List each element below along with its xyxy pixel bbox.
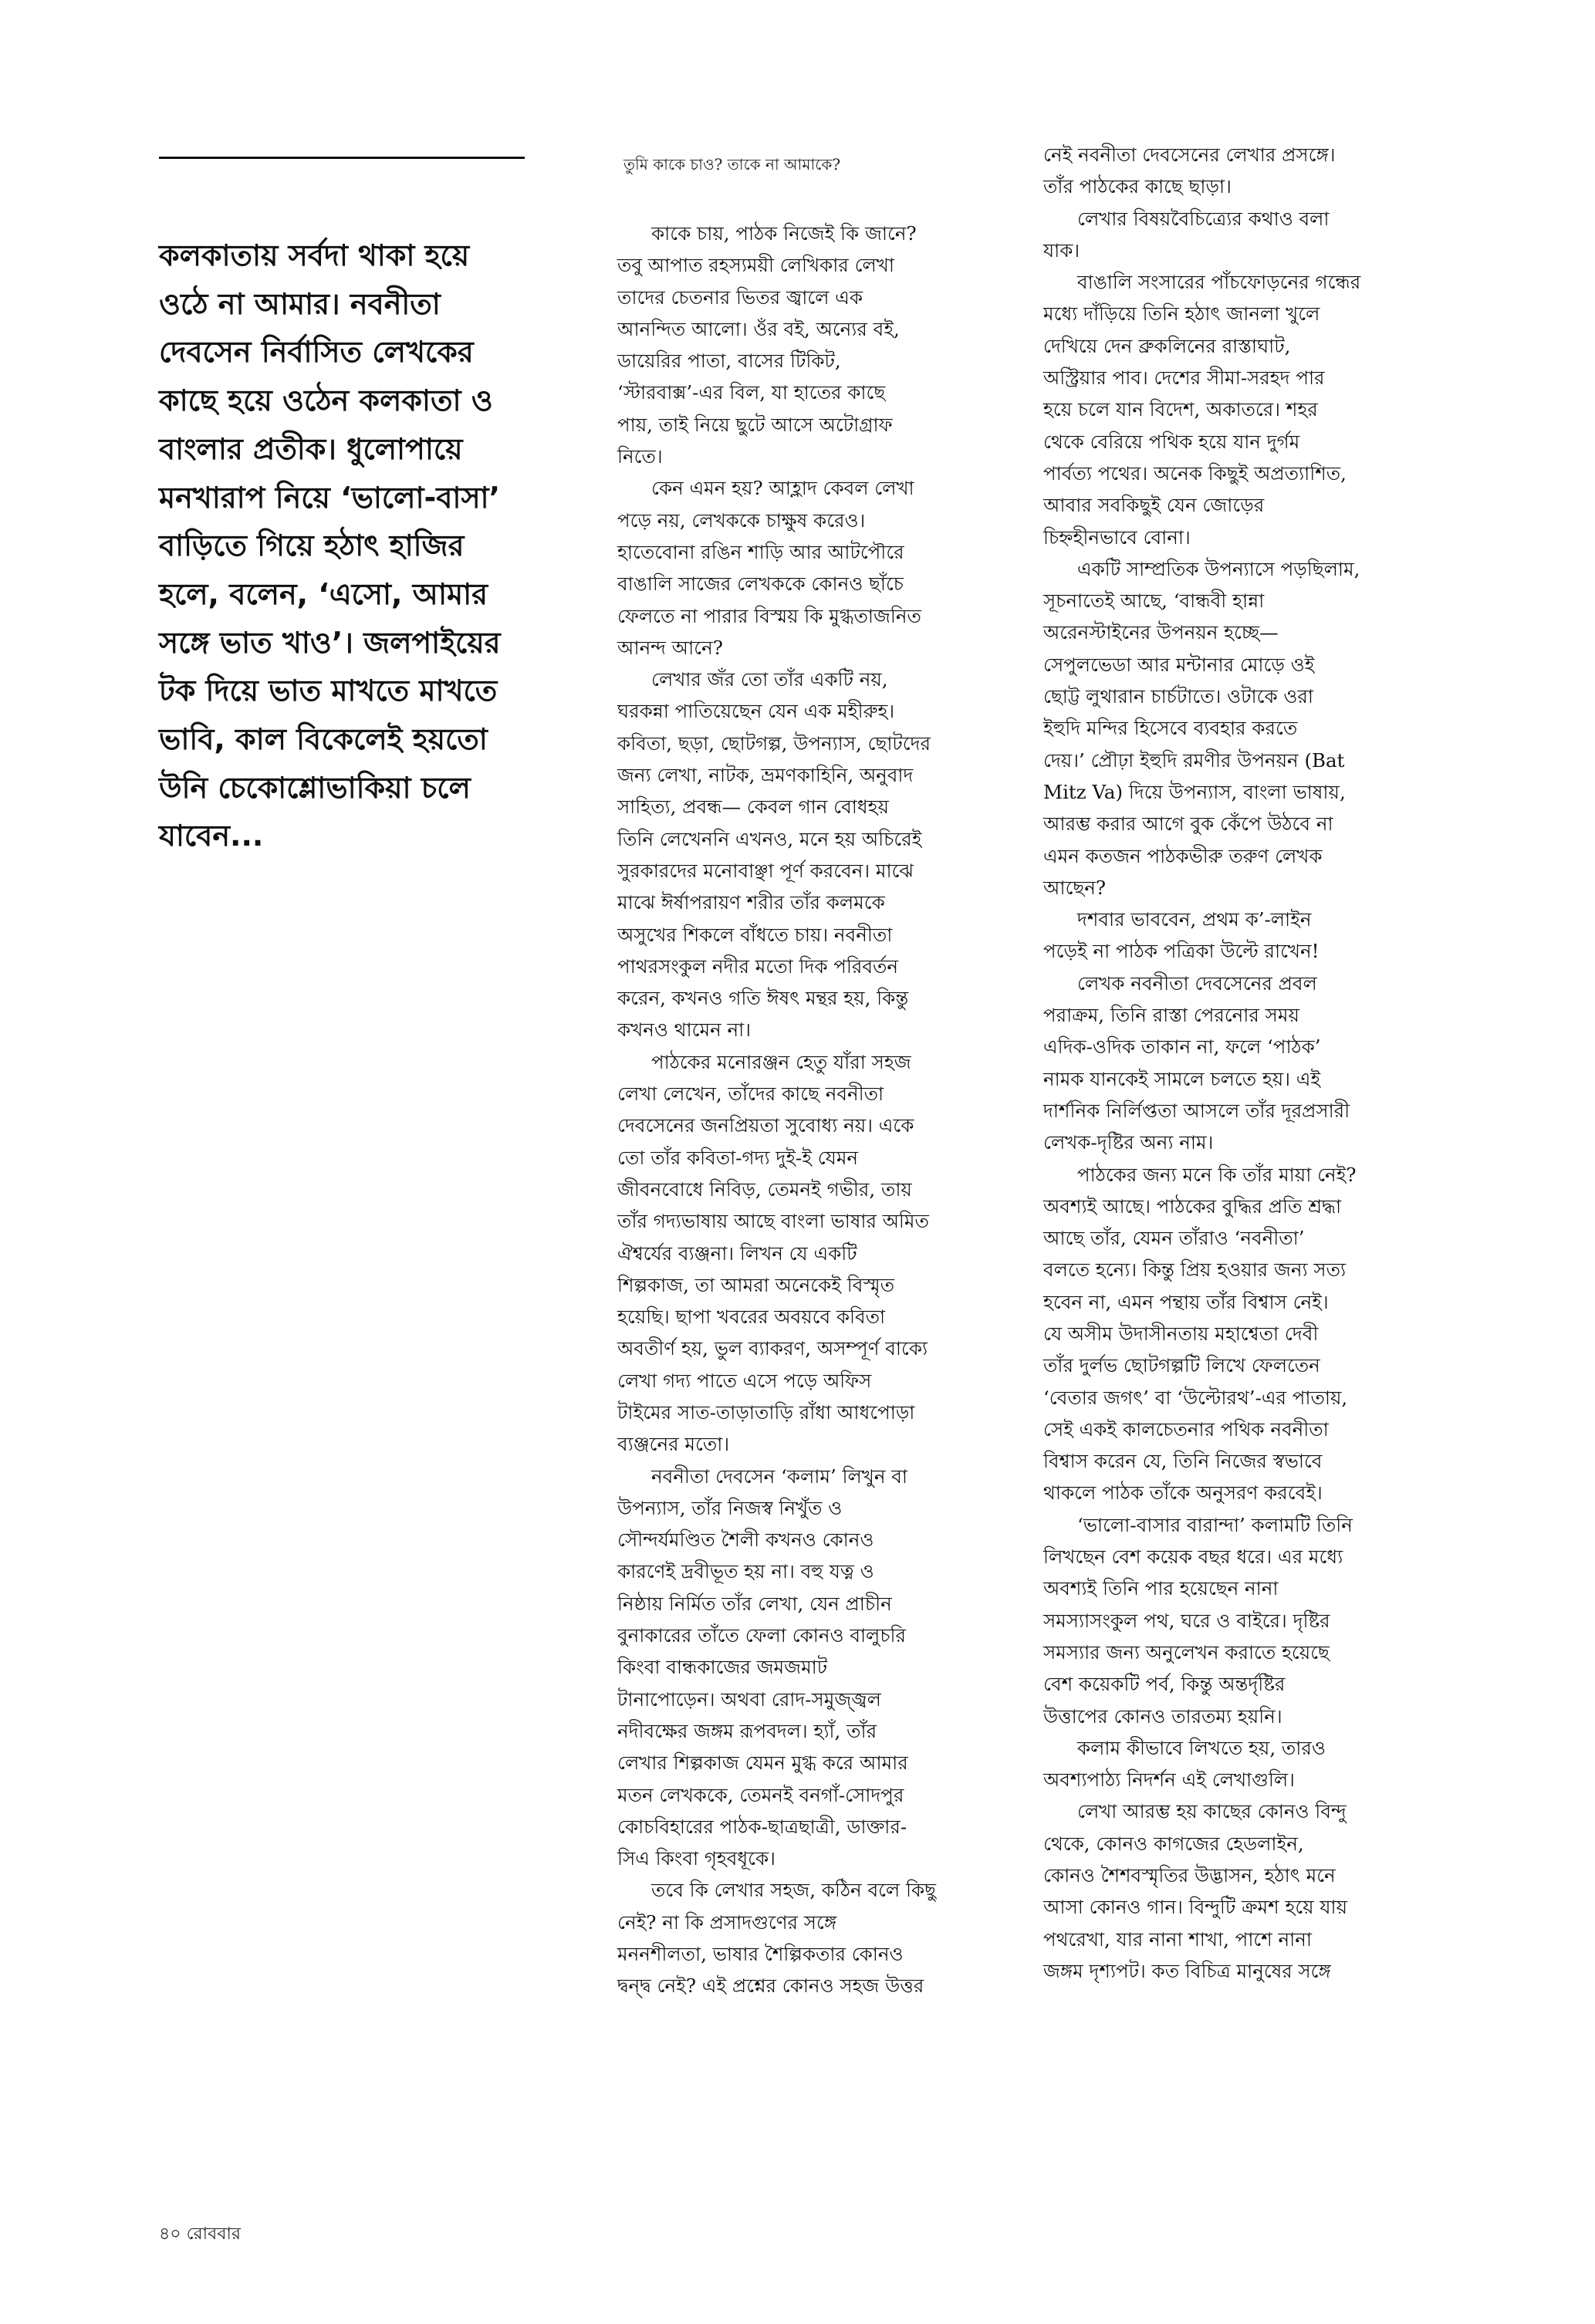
article-column-right — [1043, 139, 1445, 1987]
body-text-line: লেখক-দৃষ্টির অন্য নাম। — [1043, 1131, 1214, 1154]
body-text-line: কখনও থামেন না। — [617, 1018, 751, 1042]
body-text-line: ‘ভালো-বাসার বারান্দা’ কলামটি তিনি — [1077, 1513, 1353, 1536]
body-text-line: সেপুলভেডা আর মন্টানার মোড়ে ওই — [1043, 653, 1315, 676]
body-text-line: মধ্যে দাঁড়িয়ে তিনি হঠাৎ জানলা খুলে — [1043, 302, 1320, 326]
body-text-line: যাক। — [1043, 238, 1080, 262]
body-text-line: সূচনাতেই আছে, ‘বান্ধবী হান্না — [1043, 589, 1265, 613]
pull-quote-line: যাবেন... — [159, 819, 264, 853]
body-text-line: দশবার ভাববেন, প্রথম ক’-লাইন — [1077, 908, 1312, 931]
body-text-line: কারণেই দ্রবীভূত হয় না। বহু যত্ন ও — [617, 1560, 874, 1583]
body-text-line: বাঙালি সংসারের পাঁচফোড়নের গন্ধের — [1077, 271, 1361, 294]
body-text-line: সাহিত্য, প্রবন্ধ— কেবল গান বোধহয় — [617, 795, 889, 819]
body-text-line: মতন লেখককে, তেমনই বনগাঁ-সোদপুর — [617, 1783, 904, 1806]
body-text-line: নিতে। — [617, 445, 663, 468]
body-text-line: তাঁর পাঠকের কাছে ছাড়া। — [1043, 175, 1232, 198]
body-text-line: দেখিয়ে দেন ব্রুকলিনের রাস্তাঘাট, — [1043, 334, 1291, 357]
body-text-line: নদীবক্ষের জঙ্গম রূপবদল। হ্যাঁ, তাঁর — [617, 1719, 877, 1742]
body-text-line: ছোট্ট লুথারান চার্চটাতে। ওটাকে ওরা — [1043, 685, 1314, 708]
body-text-line: লেখক নবনীতা দেবসেনের প্রবল — [1077, 971, 1317, 995]
body-text-line: সেই একই কালচেতনার পথিক নবনীতা — [1043, 1417, 1329, 1441]
body-text-line: লেখার জঁর তো তাঁর একটি নয়, — [651, 668, 888, 691]
body-text-line: নবনীতা দেবসেন ‘কলাম’ লিখুন বা — [651, 1464, 908, 1488]
body-text-line: সমস্যাসংকুল পথ, ঘরে ও বাইরে। দৃষ্টির — [1043, 1609, 1330, 1632]
body-text-line: আনন্দ আনে? — [617, 636, 723, 659]
body-text-line: টানাপোড়েন। অথবা রোদ-সমুজ্জ্বল — [617, 1687, 881, 1711]
body-text-line: জন্য লেখা, নাটক, ভ্রমণকাহিনি, অনুবাদ — [617, 764, 914, 787]
body-text-line: ‘স্টারবাক্স’-এর বিল, যা হাতের কাছে — [617, 381, 886, 404]
body-text-line: পাথরসংকুল নদীর মতো দিক পরিবর্তন — [617, 954, 899, 978]
body-text-line: মাঝে ঈর্ষাপরায়ণ শরীর তাঁর কলমকে — [617, 891, 885, 914]
body-text-line: তিনি লেখেননি এখনও, মনে হয় অচিরেই — [617, 827, 922, 850]
body-text-line: তবে কি লেখার সহজ, কঠিন বলে কিছু — [651, 1879, 936, 1902]
pull-quote-line: ভাবি, কাল বিকেলেই হয়তো — [159, 722, 488, 757]
pull-quote-line: কলকাতায় সর্বদা থাকা হয়ে — [159, 238, 470, 272]
body-text-line: দেবসেনের জনপ্রিয়তা সুবোধ্য নয়। একে — [617, 1114, 914, 1137]
body-text-line: সৌন্দর্যমণ্ডিত শৈলী কখনও কোনও — [617, 1529, 874, 1552]
body-text-line: কাকে চায়, পাঠক নিজেই কি জানে? — [651, 222, 917, 245]
body-text-line: যে অসীম উদাসীনতায় মহাশ্বেতা দেবী — [1043, 1322, 1319, 1345]
body-text-line: লেখার শিল্পকাজ যেমন মুগ্ধ করে আমার — [617, 1751, 908, 1775]
pull-quote-line: ওঠে না আমার। নবনীতা — [159, 286, 441, 321]
body-text-line: জীবনবোধে নিবিড়, তেমনই গভীর, তায় — [617, 1177, 912, 1201]
body-text-line: লেখা আরম্ভ হয় কাছের কোনও বিন্দু — [1077, 1800, 1347, 1823]
body-text-line: কিংবা বান্ধকাজের জমজমাট — [617, 1656, 828, 1679]
body-text-line: থেকে, কোনও কাগজের হেডলাইন, — [1043, 1832, 1304, 1855]
body-text-line: পাঠকের মনোরঞ্জন হেতু যাঁরা সহজ — [651, 1050, 911, 1073]
body-text-line: লিখছেন বেশ কয়েক বছর ধরে। এর মধ্যে — [1043, 1545, 1343, 1569]
body-text-line: বাঙালি সাজের লেখককে কোনও ছাঁচে — [617, 573, 904, 596]
body-text-line: ইহুদি মন্দির হিসেবে ব্যবহার করতে — [1043, 717, 1298, 740]
body-text-line: সুরকারদের মনোবাঞ্ছা পূর্ণ করবেন। মাঝে — [617, 859, 914, 882]
pull-quote-line: মনখারাপ নিয়ে ‘ভালো-বাসা’ — [159, 480, 501, 515]
body-text-line: জঙ্গম দৃশ্যপট। কত বিচিত্র মানুষের সঙ্গে — [1043, 1959, 1331, 1982]
body-text-line: বিশ্বাস করেন যে, তিনি নিজের স্বভাবে — [1043, 1450, 1323, 1473]
body-text-line: পার্বত্য পথের। অনেক কিছুই অপ্রত্যাশিত, — [1043, 461, 1347, 485]
body-text-line: এদিক-ওদিক তাকান না, ফলে ‘পাঠক’ — [1043, 1035, 1321, 1059]
body-text-line: টাইমের সাত-তাড়াতাড়ি রাঁধা আধপোড়া — [617, 1400, 915, 1424]
page-footer: ৪০ রোববার — [159, 2224, 241, 2244]
body-text-line: পাঠকের জন্য মনে কি তাঁর মায়া নেই? — [1077, 1163, 1357, 1186]
body-text-line: কোচবিহারের পাঠক-ছাত্রছাত্রী, ডাক্তার- — [617, 1815, 907, 1838]
body-text-line: Mitz Va) দিয়ে উপন্যাস, বাংলা ভাষায়, — [1043, 780, 1346, 803]
body-text-line: থেকে বেরিয়ে পথিক হয়ে যান দুর্গম — [1043, 430, 1300, 453]
pull-quote-line: হলে, বলেন, ‘এসো, আমার — [159, 576, 488, 611]
body-text-line: ঘরকন্না পাতিয়েছেন যেন এক মহীরুহ। — [617, 700, 895, 723]
body-text-line: দ্বন্দ্ব নেই? এই প্রশ্নের কোনও সহজ উত্তর — [617, 1974, 924, 1998]
body-text-line: আরম্ভ করার আগে বুক কেঁপে উঠবে না — [1043, 812, 1333, 836]
pull-quote-line: বাড়িতে গিয়ে হঠাৎ হাজির — [159, 529, 465, 563]
body-text-line: পরাক্রম, তিনি রাস্তা পেরনোর সময় — [1043, 1004, 1299, 1027]
body-text-line: পড়েই না পাঠক পত্রিকা উল্টে রাখেন! — [1043, 940, 1320, 963]
body-text-line: তো তাঁর কবিতা-গদ্য দুই-ই যেমন — [617, 1146, 859, 1169]
body-text-line: চিহ্নহীনভাবে বোনা। — [1043, 525, 1191, 549]
body-text-line: আছেন? — [1043, 876, 1107, 899]
body-text-line: হয়ে চলে যান বিদেশ, অকাতরে। শহর — [1043, 398, 1318, 421]
body-text-line: অরেনস্টাইনের উপনয়ন হচ্ছে— — [1043, 621, 1279, 644]
body-text-line: ব্যঞ্জনের মতো। — [617, 1433, 730, 1456]
body-text-line: অবশ্যই তিনি পার হয়েছেন নানা — [1043, 1577, 1279, 1600]
body-text-line: বলতে হন্যে। কিন্তু প্রিয় হওয়ার জন্য সত্য — [1043, 1258, 1347, 1282]
body-text-line: আসা কোনও গান। বিন্দুটি ক্রমশ হয়ে যায় — [1043, 1896, 1348, 1919]
body-text-line: তাঁর দুর্লভ ছোটগল্পটি লিখে ফেলতেন — [1043, 1354, 1320, 1377]
pull-quote-line: কাছে হয়ে ওঠেন কলকাতা ও — [159, 383, 493, 418]
body-text-line: একটি সাম্প্রতিক উপন্যাসে পড়ছিলাম, — [1077, 557, 1360, 580]
body-text-line: সমস্যার জন্য অনুলেখন করাতে হয়েছে — [1043, 1640, 1330, 1664]
body-text-line: নামক যানকেই সামলে চলতে হয়। এই — [1043, 1067, 1321, 1090]
body-text-line: অবতীর্ণ হয়, ভুল ব্যাকরণ, অসম্পূর্ণ বাক্যে — [617, 1337, 928, 1360]
body-text-line: এমন কতজন পাঠকভীরু তরুণ লেখক — [1043, 844, 1323, 867]
body-text-line: থাকলে পাঠক তাঁকে অনুসরণ করবেই। — [1043, 1481, 1323, 1505]
pull-quote — [159, 231, 560, 860]
body-text-line: লেখা লেখেন, তাঁদের কাছে নবনীতা — [617, 1083, 884, 1106]
body-text-line: ‘বেতার জগৎ’ বা ‘উল্টোরথ’-এর পাতায়, — [1043, 1386, 1348, 1409]
body-text-line: লেখা গদ্য পাতে এসে পড়ে অফিস — [617, 1369, 872, 1392]
body-text-line: কবিতা, ছড়া, ছোটগল্প, উপন্যাস, ছোটদের — [617, 731, 931, 755]
body-text-line: নিষ্ঠায় নির্মিত তাঁর লেখা, যেন প্রাচীন — [617, 1592, 892, 1615]
body-text-line: হাতেবোনা রঙিন শাড়ি আর আটপৌরে — [617, 540, 904, 563]
pull-quote-line: বাংলার প্রতীক। ধুলোপায়ে — [159, 431, 463, 466]
body-text-line: দেয়।’ প্রৌঢ়া ইহুদি রমণীর উপনয়ন (Bat — [1043, 748, 1345, 772]
body-text-line: উপন্যাস, তাঁর নিজস্ব নিখুঁত ও — [617, 1496, 843, 1519]
body-text-line: দার্শনিক নির্লিপ্ততা আসলে তাঁর দূরপ্রসারী — [1043, 1099, 1350, 1122]
body-text-line: নেই? না কি প্রসাদগুণের সঙ্গে — [617, 1910, 837, 1934]
top-rule — [159, 157, 525, 159]
body-text-line: বেশ কয়েকটি পর্ব, কিন্তু অন্তর্দৃষ্টির — [1043, 1673, 1286, 1696]
body-text-line: শিল্পকাজ, তা আমরা অনেকেই বিস্মৃত — [617, 1273, 895, 1296]
body-text-line: পড়ে নয়, লেখককে চাক্ষুষ করেও। — [617, 508, 866, 532]
body-text-line: হবেন না, এমন পন্থায় তাঁর বিশ্বাস নেই। — [1043, 1290, 1329, 1313]
body-text-line: মননশীলতা, ভাষার শৈল্পিকতার কোনও — [617, 1943, 904, 1966]
body-text-line: পথরেখা, যার নানা শাখা, পাশে নানা — [1043, 1927, 1313, 1951]
body-text-line: আবার সবকিছুই যেন জোড়ের — [1043, 494, 1265, 517]
body-text-line: নেই নবনীতা দেবসেনের লেখার প্রসঙ্গে। — [1043, 144, 1336, 166]
pull-quote-line: টক দিয়ে ভাত মাখতে মাখতে — [159, 674, 498, 708]
body-text-line: লেখার বিষয়বৈচিত্র্যের কথাও বলা — [1077, 207, 1330, 230]
body-text-line: অবশ্যপাঠ্য নিদর্শন এই লেখাগুলি। — [1043, 1768, 1295, 1792]
body-text-line: সিএ কিংবা গৃহবধূকে। — [617, 1847, 776, 1870]
body-text-line: ডায়েরির পাতা, বাসের টিকিট, — [617, 350, 841, 373]
article-column-middle — [617, 218, 1003, 2002]
pull-quote-line: সঙ্গে ভাত খাও’। জলপাইয়ের — [159, 625, 501, 660]
body-text-line: কলাম কীভাবে লিখতে হয়, তারও — [1077, 1736, 1326, 1759]
body-text-line: অস্ট্রিয়ার পাব। দেশের সীমা-সরহদ পার — [1043, 367, 1325, 390]
body-text-line: উত্তাপের কোনও তারতম্য হয়নি। — [1043, 1704, 1282, 1728]
body-text-line: বুনাকারের তাঁতে ফেলা কোনও বালুচরি — [617, 1624, 907, 1647]
body-text-line: কোনও শৈশবস্মৃতির উদ্ভাসন, হঠাৎ মনে — [1043, 1864, 1336, 1887]
body-text-line: আনন্দিত আলো। ওঁর বই, অন্যের বই, — [617, 317, 900, 340]
column-heading: তুমি কাকে চাও? তাকে না আমাকে? — [623, 155, 841, 174]
body-text-line: পায়, তাই নিয়ে ছুটে আসে অটোগ্রাফ — [617, 413, 893, 436]
pull-quote-line: দেবসেন নির্বাসিত লেখকের — [159, 335, 474, 370]
body-text-line: তাদের চেতনার ভিতর জ্বালে এক — [617, 285, 863, 309]
body-text-line: আছে তাঁর, যেমন তাঁরাও ‘নবনীতা’ — [1043, 1227, 1305, 1250]
body-text-line: করেন, কখনও গতি ঈষৎ মন্থর হয়, কিন্তু — [617, 987, 909, 1010]
body-text-line: কেন এমন হয়? আহ্লাদ কেবল লেখা — [651, 477, 914, 500]
body-text-line: অবশ্যই আছে। পাঠকের বুদ্ধির প্রতি শ্রদ্ধা — [1043, 1194, 1342, 1218]
body-text-line: ফেলতে না পারার বিস্ময় কি মুগ্ধতাজনিত — [617, 604, 921, 627]
body-text-line: তাঁর গদ্যভাষায় আছে বাংলা ভাষার অমিত — [617, 1210, 929, 1233]
body-text-line: ঐশ্বর্যের ব্যঞ্জনা। লিখন যে একটি — [617, 1241, 857, 1265]
body-text-line: তবু আপাত রহস্যময়ী লেখিকার লেখা — [617, 254, 894, 277]
pull-quote-line: উনি চেকোশ্লোভাকিয়া চলে — [159, 770, 471, 805]
body-text-line: অসুখের শিকলে বাঁধতে চায়। নবনীতা — [617, 923, 893, 946]
body-text-line: হয়েছি। ছাপা খবরের অবয়বে কবিতা — [617, 1306, 886, 1329]
